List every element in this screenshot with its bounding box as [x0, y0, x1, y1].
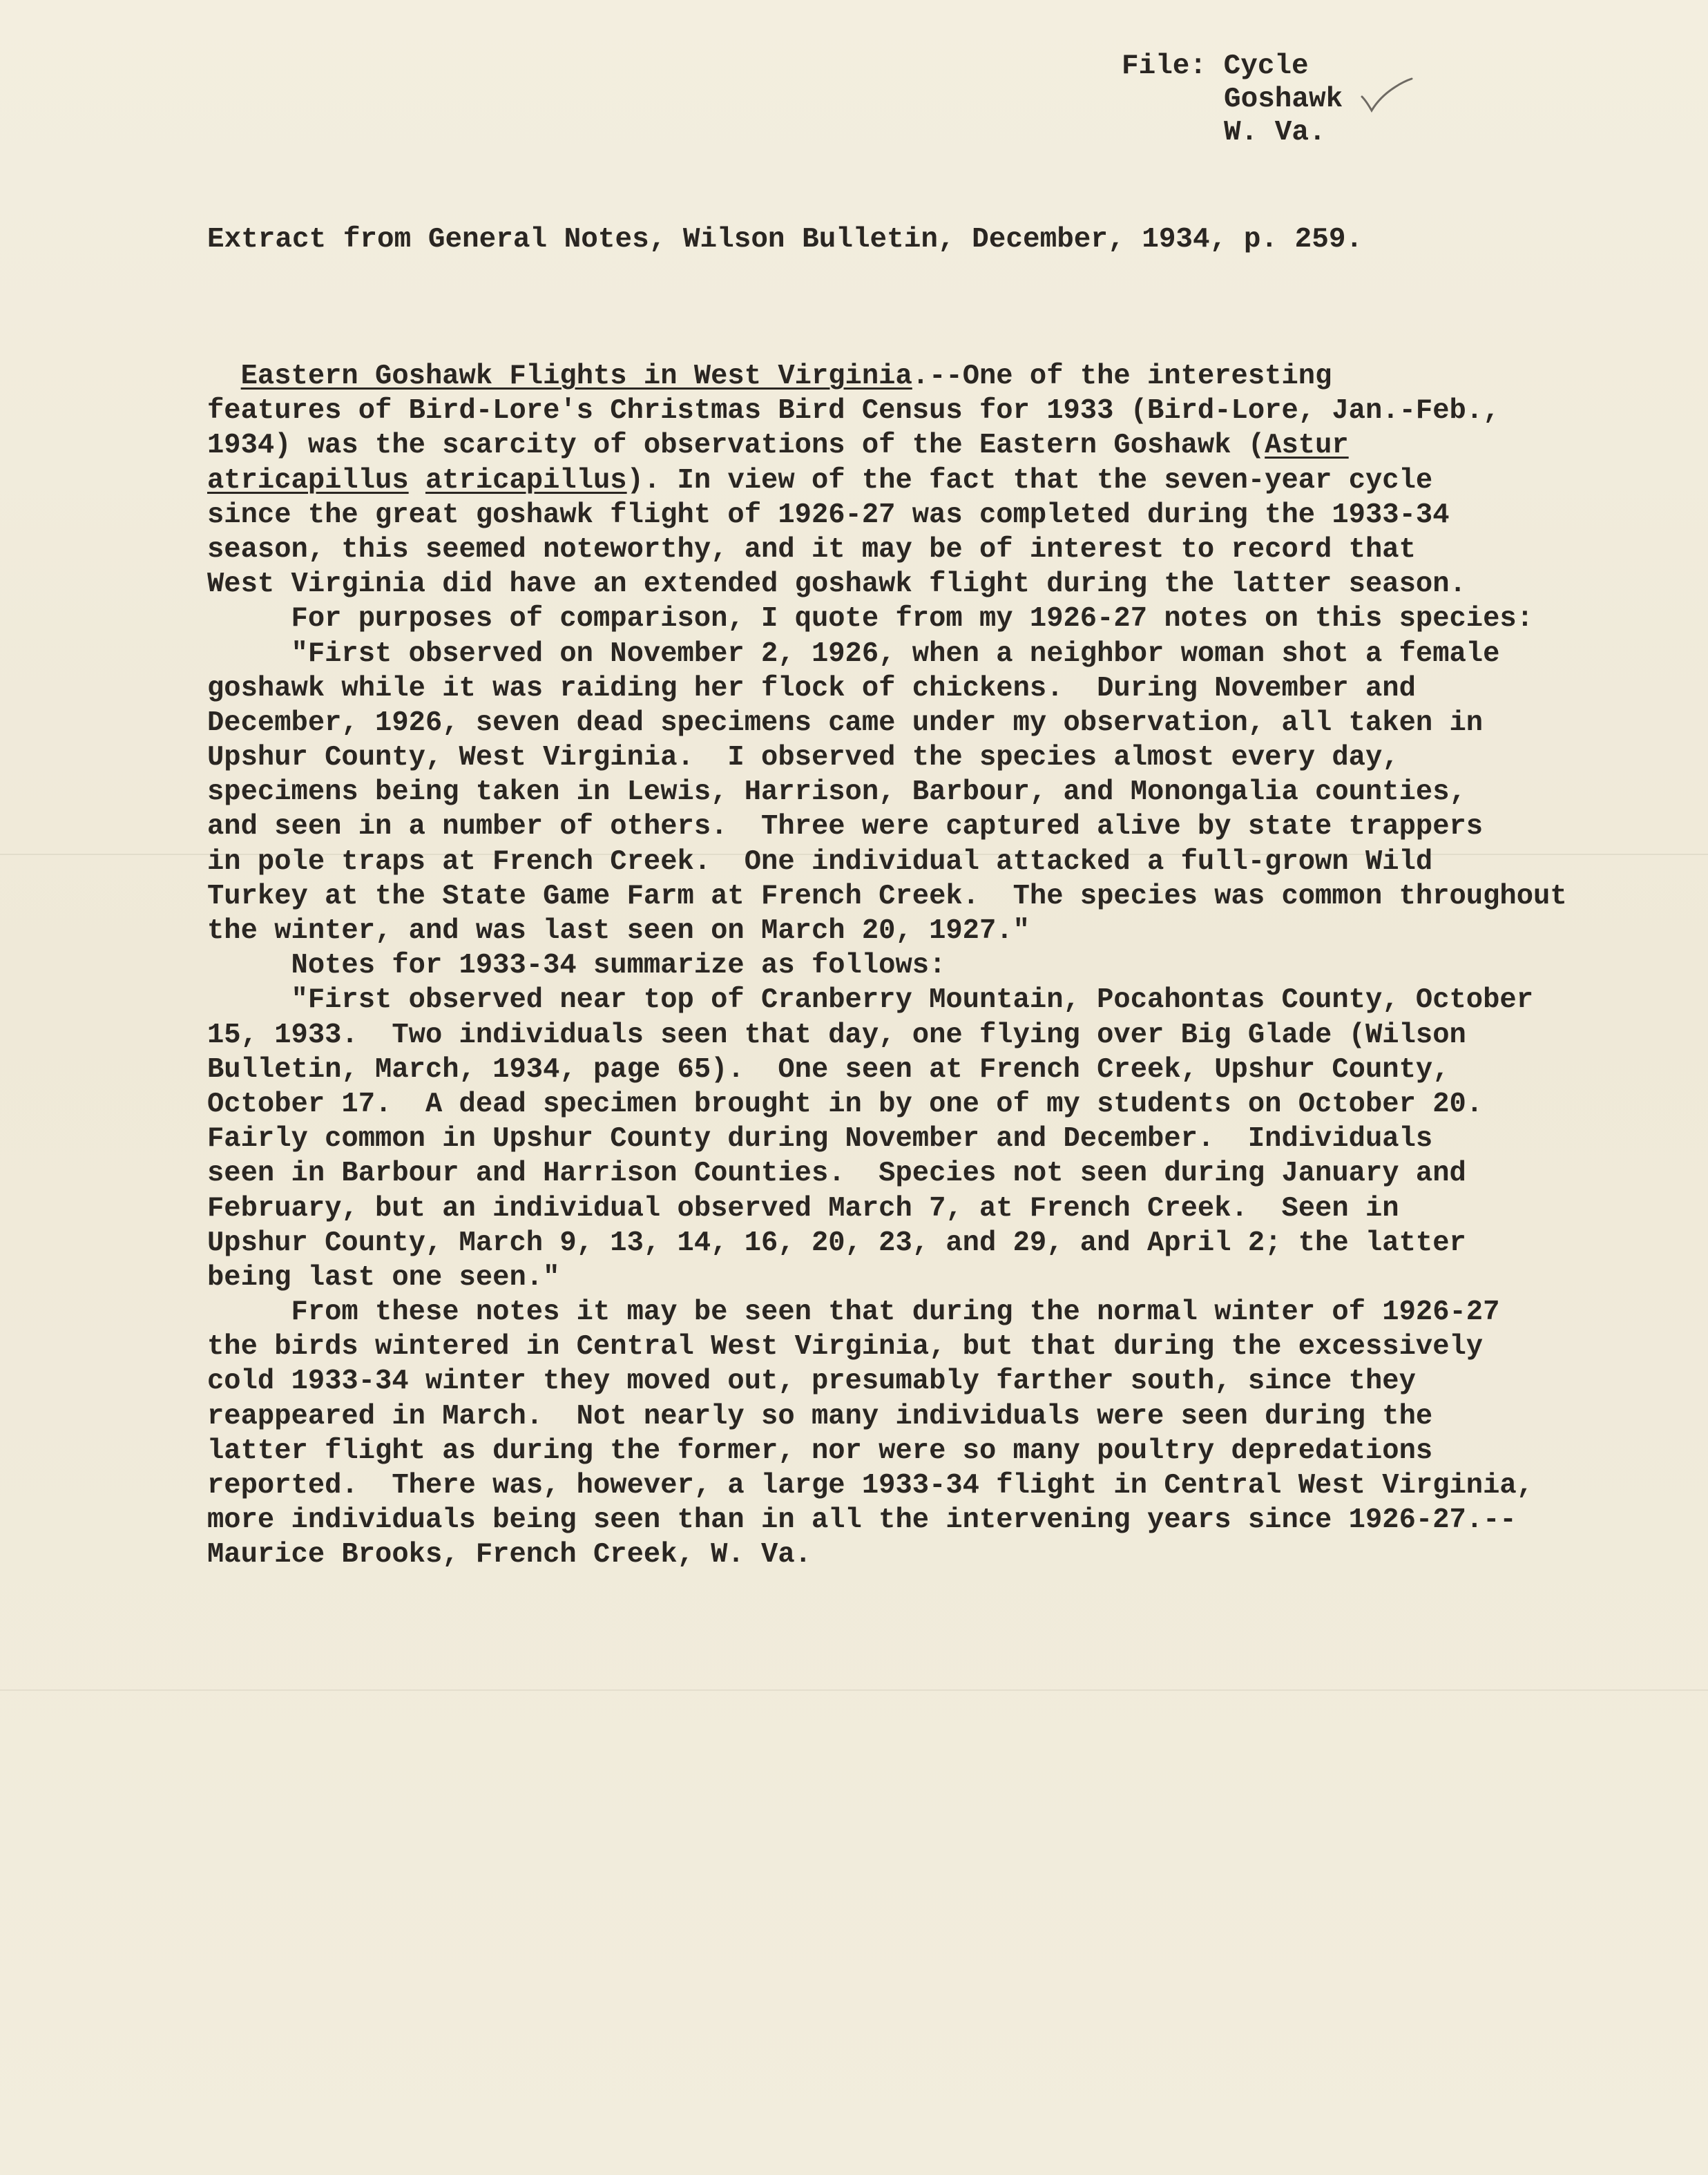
article-text — [409, 465, 425, 497]
article-line: in pole traps at French Creek. One individual attacked a full-grown Wild — [207, 845, 1433, 878]
article-line: February, but an individual observed March 7, at French Creek. Seen in — [207, 1192, 1399, 1225]
article-line: 15, 1933. Two individuals seen that day, one flying over Big Glade (Wilson — [207, 1019, 1466, 1051]
article-line: For purposes of comparison, I quote from my 1926-27 notes on this species: — [207, 603, 1534, 635]
article-text: ). In view of the fact that the seven-year cycle — [626, 464, 1433, 497]
check-mark-icon — [1359, 76, 1414, 117]
article-line: reappeared in March. Not nearly so many individuals were seen during the — [207, 1400, 1433, 1433]
article-line: Upshur County, March 9, 13, 14, 16, 20, 23, and 29, and April 2; the latter — [207, 1227, 1466, 1259]
article-line: "First observed near top of Cranberry Mountain, Pocahontas County, October — [207, 984, 1534, 1017]
article-line: West Virginia did have an extended goshawk flight during the latter season. — [207, 568, 1466, 601]
article-line: Turkey at the State Game Farm at French Creek. The species was common throughout — [207, 880, 1567, 912]
article-line: reported. There was, however, a large 1933-34 flight in Central West Virginia, — [207, 1470, 1534, 1502]
article-line: season, this seemed noteworthy, and it may be of interest to record that — [207, 533, 1416, 566]
extract-source-line: Extract from General Notes, Wilson Bulletin, December, 1934, p. 259. — [207, 224, 1363, 256]
article-title: Eastern Goshawk Flights in West Virginia — [240, 361, 912, 392]
article-line: Notes for 1933-34 summarize as follows: — [207, 950, 946, 982]
species-name: atricapillus — [207, 464, 409, 497]
article-title-tail: .--One of the interesting — [912, 361, 1332, 392]
article-body — [207, 359, 1630, 1573]
file-label-line-3: W. Va. — [1224, 117, 1326, 148]
paper-fold — [0, 1689, 1708, 1691]
article-line: Upshur County, West Virginia. I observed the species almost every day, — [207, 742, 1399, 774]
article-line: since the great goshawk flight of 1926-27 was completed during the 1933-34 — [207, 499, 1450, 531]
article-line: goshawk while it was raiding her flock of chickens. During November and — [207, 672, 1416, 705]
article-line: Fairly common in Upshur County during November and December. Individuals — [207, 1123, 1433, 1156]
article-line: Bulletin, March, 1934, page 65). One seen at French Creek, Upshur County, — [207, 1053, 1450, 1086]
article-line: December, 1926, seven dead specimens came under my observation, all taken in — [207, 707, 1484, 739]
file-label-line-1: File: Cycle — [1122, 50, 1309, 82]
file-label-line-2: Goshawk — [1224, 84, 1343, 115]
article-line: and seen in a number of others. Three were captured alive by state trappers — [207, 811, 1484, 843]
article-line: the birds wintered in Central West Virginia, but that during the excessively — [207, 1331, 1484, 1363]
article-line: latter flight as during the former, nor were so many poultry depredations — [207, 1435, 1433, 1467]
genus-name: Astur — [1265, 430, 1349, 462]
article-line — [207, 463, 1630, 498]
article-line: From these notes it may be seen that during the normal winter of 1926-27 — [207, 1296, 1500, 1329]
article-line: the winter, and was last seen on March 20, 1927." — [207, 915, 1030, 947]
article-line: features of Bird-Lore's Christmas Bird Census for 1933 (Bird-Lore, Jan.-Feb., — [207, 395, 1500, 428]
subspecies-name: atricapillus — [425, 464, 627, 497]
article-line — [207, 359, 1630, 394]
article-signature: Maurice Brooks, French Creek, W. Va. — [207, 1539, 812, 1571]
article-line: seen in Barbour and Harrison Counties. Species not seen during January and — [207, 1158, 1466, 1190]
article-line: "First observed on November 2, 1926, when a neighbor woman shot a female — [207, 638, 1500, 670]
article-text: 1934) was the scarcity of observations of the Eastern Goshawk ( — [207, 430, 1265, 462]
article-line: October 17. A dead specimen brought in by one of my students on October 20. — [207, 1088, 1484, 1120]
article-line: more individuals being seen than in all the intervening years since 1926-27.-- — [207, 1504, 1517, 1537]
article-line: cold 1933-34 winter they moved out, presumably farther south, since they — [207, 1366, 1416, 1398]
file-label — [1122, 50, 1343, 149]
article-line: being last one seen." — [207, 1261, 560, 1294]
article-line: specimens being taken in Lewis, Harrison, Barbour, and Monongalia counties, — [207, 776, 1466, 809]
article-line — [207, 428, 1630, 463]
